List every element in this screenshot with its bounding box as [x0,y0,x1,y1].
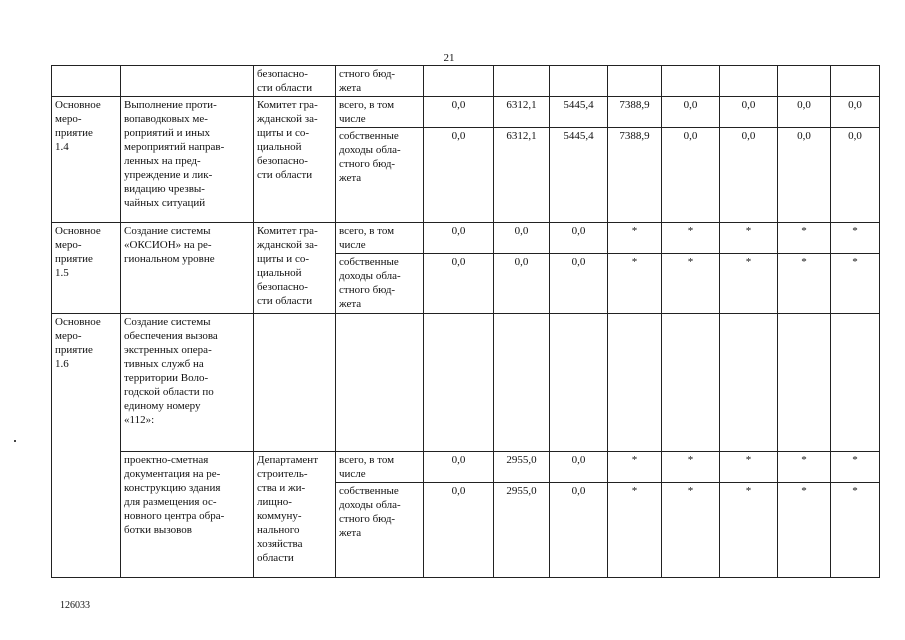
value-cell: 2955,0 [494,483,550,578]
value-cell: * [608,483,662,578]
value-cell: * [662,452,720,483]
table-row [52,97,880,128]
value-cell: 0,0 [778,128,831,223]
page-number: 21 [443,52,455,64]
value-cell: 5445,4 [550,128,608,223]
value-cell [778,314,831,452]
value-cell: 0,0 [550,483,608,578]
cell-c4: всего, в том числе [336,223,424,254]
cell-c4: всего, в том числе [336,452,424,483]
value-cell: 0,0 [831,97,880,128]
cell-c3: безопасно- сти области [254,66,336,97]
cell-c2: проектно-сметная документация на ре- конструкцию здания для размещения ос- новного центра обра- ботки вызовов [121,452,254,578]
value-cell: * [608,452,662,483]
cell-c1: Основное меро- приятие 1.4 [52,97,121,223]
cell-c1: Основное меро- приятие 1.6 [52,314,121,578]
cell-c4: собственные доходы обла- стного бюд- жета [336,254,424,314]
cell-c3: Комитет гра- жданской за- щиты и со- циальной безопасно- сти области [254,97,336,223]
value-cell [778,66,831,97]
value-cell: * [720,452,778,483]
value-cell: 0,0 [831,128,880,223]
value-cell: 0,0 [424,452,494,483]
value-cell [550,66,608,97]
value-cell [424,66,494,97]
value-cell: * [720,483,778,578]
value-cell [550,314,608,452]
value-cell: 0,0 [494,223,550,254]
value-cell: 0,0 [424,97,494,128]
value-cell: 6312,1 [494,97,550,128]
value-cell: 0,0 [550,223,608,254]
value-cell: 0,0 [494,254,550,314]
value-cell [494,66,550,97]
value-cell: 0,0 [424,128,494,223]
cell-c3 [254,314,336,452]
value-cell [494,314,550,452]
value-cell [608,314,662,452]
value-cell: * [778,452,831,483]
value-cell: * [720,223,778,254]
cell-c2: Создание системы обеспечения вызова экстренных опера- тивных служб на территории Воло- годской области по единому номеру «112»: [121,314,254,452]
value-cell: * [720,254,778,314]
value-cell: * [662,483,720,578]
value-cell: * [778,223,831,254]
value-cell: 0,0 [424,483,494,578]
scan-dot [14,440,16,442]
table-row [52,66,880,97]
value-cell: * [778,483,831,578]
value-cell: 0,0 [424,223,494,254]
value-cell [831,314,880,452]
cell-c2: Выполнение проти- вопаводковых ме- роприятий и иных мероприятий направ- ленных на пред- упреждение и лик- видацию чрезвы- чайных ситуаций [121,97,254,223]
value-cell: * [831,223,880,254]
value-cell: 0,0 [550,452,608,483]
value-cell: * [662,254,720,314]
value-cell: 0,0 [424,254,494,314]
value-cell [831,66,880,97]
table-row [52,223,880,254]
value-cell [720,314,778,452]
value-cell: * [662,223,720,254]
value-cell: 0,0 [662,97,720,128]
budget-table [51,65,880,578]
value-cell: 6312,1 [494,128,550,223]
value-cell: * [608,254,662,314]
value-cell: * [831,452,880,483]
value-cell: 0,0 [662,128,720,223]
value-cell: 0,0 [720,128,778,223]
value-cell: 7388,9 [608,97,662,128]
cell-c4: собственные доходы обла- стного бюд- жета [336,483,424,578]
value-cell: 7388,9 [608,128,662,223]
value-cell: * [831,483,880,578]
cell-c3: Комитет гра- жданской за- щиты и со- циальной безопасно- сти области [254,223,336,314]
cell-c2 [121,66,254,97]
cell-c3: Департамент строитель- ства и жи- лищно- коммуну- нального хозяйства области [254,452,336,578]
cell-c1: Основное меро- приятие 1.5 [52,223,121,314]
cell-c4: стного бюд- жета [336,66,424,97]
value-cell [720,66,778,97]
document-code: 126033 [60,600,90,611]
value-cell [662,66,720,97]
value-cell: 0,0 [720,97,778,128]
value-cell: 0,0 [778,97,831,128]
cell-c4: всего, в том числе [336,97,424,128]
value-cell [424,314,494,452]
table-row [52,314,880,452]
cell-c4: собственные доходы обла- стного бюд- жета [336,128,424,223]
cell-c2: Создание системы «ОКСИОН» на ре- гиональном уровне [121,223,254,314]
table-row [52,452,880,483]
value-cell: * [608,223,662,254]
cell-c4 [336,314,424,452]
value-cell [662,314,720,452]
cell-c1 [52,66,121,97]
value-cell: 0,0 [550,254,608,314]
value-cell: 2955,0 [494,452,550,483]
value-cell: 5445,4 [550,97,608,128]
value-cell: * [831,254,880,314]
value-cell: * [778,254,831,314]
value-cell [608,66,662,97]
